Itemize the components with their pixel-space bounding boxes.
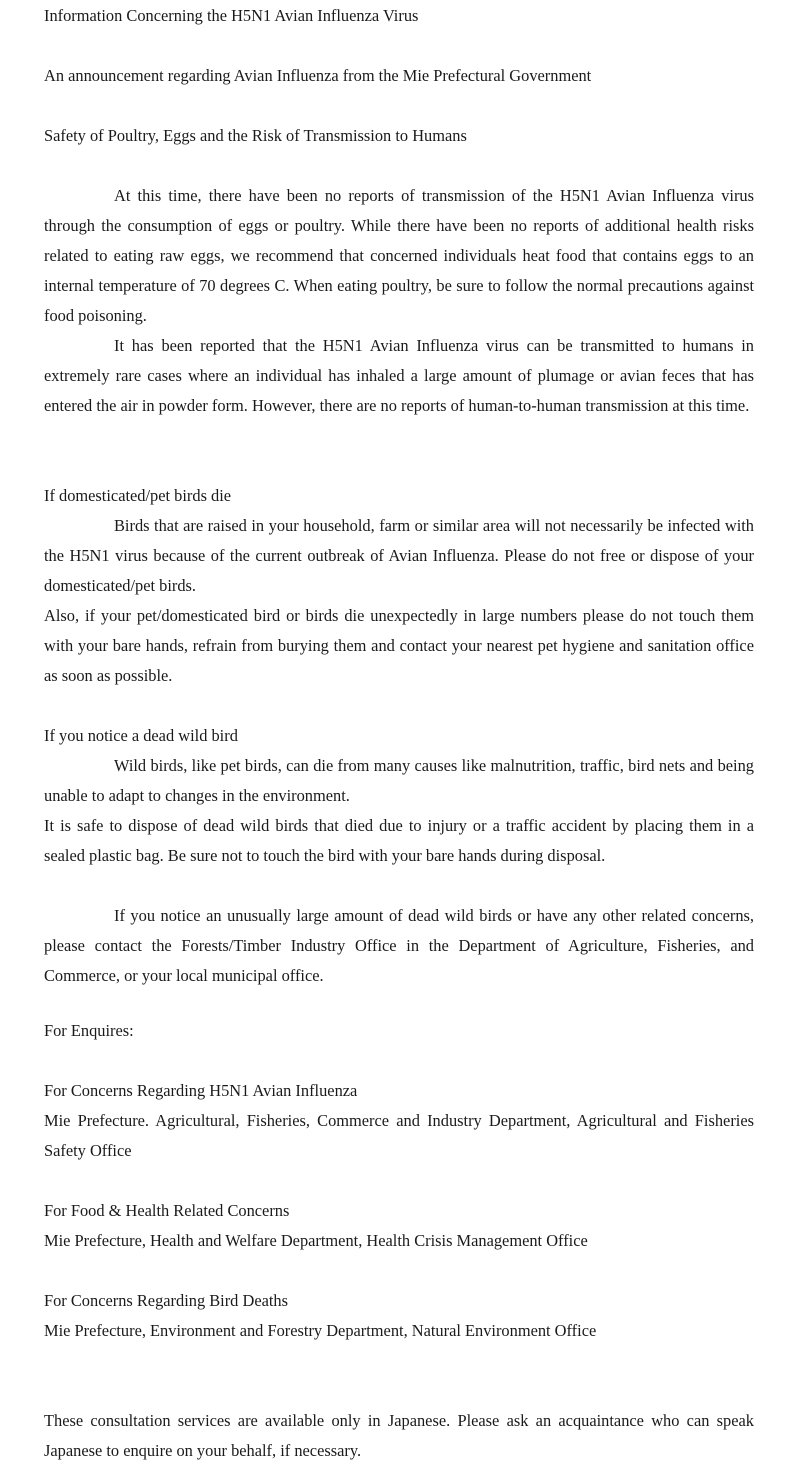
contact-topic-avian-influenza: For Concerns Regarding H5N1 Avian Influenza [44,1081,358,1100]
contact-office-avian-influenza: Mie Prefecture. Agricultural, Fisheries, Commerce and Industry Department, Agricultural and Fisheries Safety Office [44,1111,754,1160]
safety-paragraph-2: It has been reported that the H5N1 Avian Influenza virus can be transmitted to humans in extremely rare cases where an individual has inhaled a large amount of plumage or avian feces that has entered the air in powder form. However, there are no reports of human-to-human transmission at this time. [44,336,754,415]
enquiries-heading: For Enquires: [44,1021,134,1040]
wild-birds-paragraph-1: Wild birds, like pet birds, can die from many causes like malnutrition, traffic, bird nets and being unable to adapt to changes in the environment. [44,756,754,805]
document-subtitle: An announcement regarding Avian Influenza from the Mie Prefectural Government [44,66,592,85]
safety-paragraph-1: At this time, there have been no reports of transmission of the H5N1 Avian Influenza virus through the consumption of eggs or poultry. While there have been no reports of additional health risks related to eating raw eggs, we recommend that concerned individuals heat food that contains eggs to an internal temperature of 70 degrees C. When eating poultry, be sure to follow the normal precautions against food poisoning. [44,186,754,325]
contact-topic-bird-deaths: For Concerns Regarding Bird Deaths [44,1291,288,1310]
pet-birds-paragraph-1: Birds that are raised in your household, farm or similar area will not necessarily be infected with the H5N1 virus because of the current outbreak of Avian Influenza. Please do not free or dispose of your domesticated/pet birds. [44,516,754,595]
contact-topic-food-health: For Food & Health Related Concerns [44,1201,290,1220]
pet-birds-paragraph-2: Also, if your pet/domesticated bird or birds die unexpectedly in large numbers please do not touch them with your bare hands, refrain from burying them and contact your nearest pet hygiene and sanitation office as soon as possible. [44,606,754,685]
contact-office-food-health: Mie Prefecture, Health and Welfare Department, Health Crisis Management Office [44,1231,588,1250]
wild-birds-paragraph-2: It is safe to dispose of dead wild birds that died due to injury or a traffic accident by placing them in a sealed plastic bag. Be sure not to touch the bird with your bare hands during disposal. [44,816,754,865]
contact-office-bird-deaths: Mie Prefecture, Environment and Forestry Department, Natural Environment Office [44,1321,597,1340]
wild-birds-section-heading: If you notice a dead wild bird [44,726,238,745]
wild-birds-paragraph-3: If you notice an unusually large amount of dead wild birds or have any other related concerns, please contact the Forests/Timber Industry Office in the Department of Agriculture, Fisheries, and Commerce, or your local municipal office. [44,906,754,985]
pet-birds-section-heading: If domesticated/pet birds die [44,486,232,505]
footer-language-note: These consultation services are available only in Japanese. Please ask an acquaintance who can speak Japanese to enquire on your behalf, if necessary. [44,1411,754,1460]
document-title: Information Concerning the H5N1 Avian Influenza Virus [44,6,419,25]
safety-section-heading: Safety of Poultry, Eggs and the Risk of Transmission to Humans [44,126,467,145]
